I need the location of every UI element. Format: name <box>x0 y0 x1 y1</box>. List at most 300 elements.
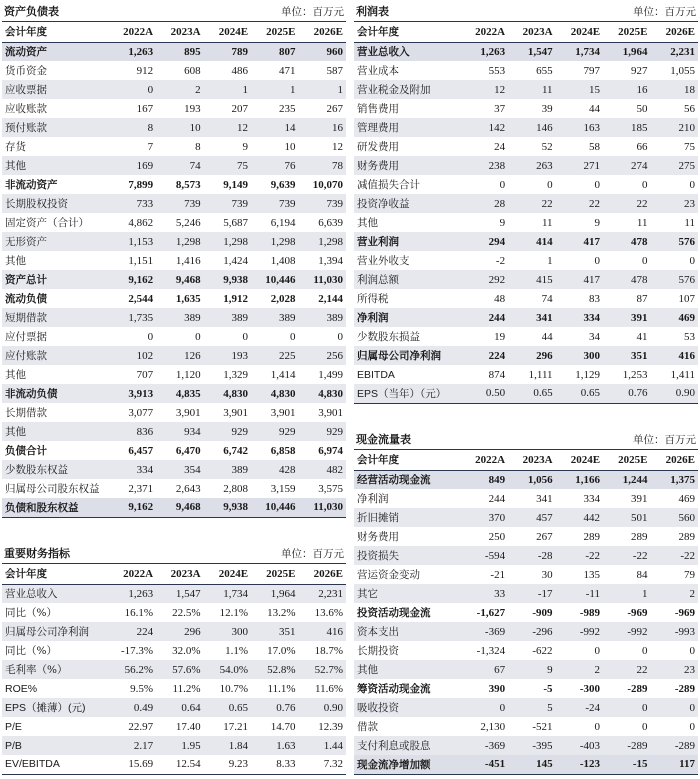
cell-value: 76 <box>251 156 298 175</box>
row-label: 营业总收入 <box>2 584 109 603</box>
cell-value: 167 <box>136 102 154 115</box>
cell-value: 8.33 <box>251 755 298 774</box>
cell-value: 11 <box>508 80 555 99</box>
cell-value: 66 <box>636 140 648 153</box>
cell-value: 225 <box>251 346 298 365</box>
table-row <box>2 584 346 603</box>
income-statement-unit: 单位：百万元 <box>633 6 696 18</box>
row-label: 货币资金 <box>5 65 47 77</box>
table-row <box>2 365 346 384</box>
cell-value: 17.0% <box>267 644 296 657</box>
cell-value: -28 <box>508 546 555 565</box>
cell-value: 5,687 <box>223 216 249 229</box>
row-label: 投资活动现金流 <box>357 607 431 619</box>
cell-value: -17.3% <box>121 644 154 657</box>
cell-value: 11,030 <box>299 270 347 289</box>
cell-value: 193 <box>184 102 201 115</box>
cell-value: 1.1% <box>225 644 249 657</box>
cell-value: 2 <box>556 660 603 679</box>
cell-value: 486 <box>231 64 249 77</box>
cell-value: 560 <box>651 508 699 527</box>
cell-value: 1,263 <box>109 42 156 61</box>
column-header-year: 2025E <box>251 22 298 42</box>
cell-value: 0 <box>594 178 601 191</box>
cell-value: 0 <box>147 330 154 343</box>
cell-value: 163 <box>556 118 603 137</box>
cell-value: 8,573 <box>175 178 201 191</box>
income-statement-panel <box>354 2 698 404</box>
cell-value: 354 <box>156 460 203 479</box>
table-row <box>354 565 698 584</box>
table-row <box>2 289 346 308</box>
cell-value: 1,547 <box>156 584 203 603</box>
cell-value: 210 <box>651 118 699 137</box>
cell-value: 207 <box>231 102 249 115</box>
cell-value: 142 <box>461 118 508 137</box>
table-row <box>2 118 346 137</box>
cell-value: 0.90 <box>651 384 699 403</box>
cell-value: 256 <box>299 346 347 365</box>
cell-value: 44 <box>541 330 553 343</box>
row-label: 投资净收益 <box>354 194 461 213</box>
income-statement-table <box>354 22 698 404</box>
cell-value: 7 <box>147 140 154 153</box>
cell-value: 9 <box>508 660 555 679</box>
table-row <box>354 137 698 156</box>
column-header-year: 2024E <box>556 450 603 470</box>
row-label: 所得税 <box>357 293 389 305</box>
table-row <box>354 508 698 527</box>
cell-value: 4,862 <box>128 216 154 229</box>
cell-value: 145 <box>508 755 555 774</box>
income-statement-title: 利润表 <box>356 5 389 18</box>
table-row <box>354 42 698 61</box>
row-label: 吸收投资 <box>354 698 461 717</box>
cell-value: 22 <box>603 660 650 679</box>
cell-value: 0.65 <box>556 384 603 403</box>
cell-value: -369 <box>461 736 508 755</box>
row-label: 少数股东损益 <box>357 331 420 343</box>
cell-value: 294 <box>461 232 508 251</box>
cell-value: 12.39 <box>318 720 343 733</box>
cell-value: 0 <box>337 330 343 343</box>
row-label: 营业成本 <box>357 65 399 77</box>
table-row <box>2 327 346 346</box>
cell-value: 929 <box>251 422 298 441</box>
table-row <box>354 270 698 289</box>
cell-value: 3,159 <box>270 482 296 495</box>
cell-value: -289 <box>651 736 699 755</box>
cell-value: 22 <box>508 194 555 213</box>
cell-value: 457 <box>508 508 555 527</box>
cell-value: 0 <box>642 178 648 191</box>
cell-value: -909 <box>532 606 553 619</box>
cell-value: 1,298 <box>156 232 203 251</box>
cell-value: 3,901 <box>175 406 201 419</box>
cell-value: 8 <box>109 118 156 137</box>
table-row <box>354 118 698 137</box>
row-label: 同比（%） <box>5 607 57 619</box>
table-row <box>2 422 346 441</box>
cell-value: 289 <box>583 530 601 543</box>
cell-value: 739 <box>204 194 251 213</box>
cell-value: 1,129 <box>575 368 601 381</box>
cell-value: 389 <box>156 308 203 327</box>
cell-value: 1,153 <box>109 232 156 251</box>
cell-value: -969 <box>674 606 695 619</box>
cell-value: 370 <box>461 508 508 527</box>
row-label: 财务费用 <box>354 156 461 175</box>
cell-value: 44 <box>589 102 601 115</box>
cell-value: -22 <box>651 546 699 565</box>
cell-value: 1,734 <box>556 42 603 61</box>
balance-sheet-title-bar <box>2 2 346 22</box>
cell-value: 244 <box>488 492 506 505</box>
table-row <box>354 489 698 508</box>
cell-value: 2,144 <box>318 292 343 305</box>
cell-value: 296 <box>156 622 203 641</box>
cell-value: 5,246 <box>175 216 201 229</box>
row-label: 减值损失合计 <box>357 179 420 191</box>
table-row <box>354 365 698 384</box>
income-statement-title-bar <box>354 2 698 22</box>
balance-sheet-title: 资产负债表 <box>4 5 59 18</box>
key-ratios-title-bar <box>2 544 346 564</box>
table-row <box>354 194 698 213</box>
column-header-year: 2023A <box>156 22 203 42</box>
cell-value: 1.84 <box>204 736 251 755</box>
table-row <box>354 470 698 489</box>
cell-value: 52 <box>541 140 553 153</box>
cell-value: -22 <box>556 546 603 565</box>
cell-value: 56.2% <box>109 660 156 679</box>
row-label: 应收票据 <box>2 80 109 99</box>
cell-value: 15 <box>556 80 603 99</box>
table-row <box>354 289 698 308</box>
cell-value: 0 <box>689 644 695 657</box>
cell-value: 389 <box>299 308 347 327</box>
cell-value: 341 <box>536 492 553 505</box>
table-row <box>354 698 698 717</box>
row-label: 资产总计 <box>2 270 109 289</box>
table-row <box>2 175 346 194</box>
cell-value: 0 <box>642 254 648 267</box>
row-label: 负债合计 <box>5 445 47 457</box>
cell-value: 0 <box>195 330 201 343</box>
cell-value: 469 <box>678 492 695 505</box>
row-label: 净利润 <box>354 308 461 327</box>
cell-value: -289 <box>627 682 648 695</box>
cell-value: 24 <box>494 140 506 153</box>
cell-value: 12 <box>204 118 251 137</box>
row-label: 应付票据 <box>5 331 47 343</box>
column-header-year: 2022A <box>109 564 156 584</box>
cell-value: 9,149 <box>223 178 249 191</box>
cell-value: 10.7% <box>219 682 249 695</box>
row-label: 无形资产 <box>2 232 109 251</box>
cell-value: 135 <box>583 568 601 581</box>
row-label: 其它 <box>354 584 461 603</box>
cell-value: 52.7% <box>299 660 347 679</box>
row-label: 应付账款 <box>2 346 109 365</box>
cell-value: 11.6% <box>314 682 343 695</box>
cell-value: 334 <box>583 492 601 505</box>
cell-value: 3,901 <box>270 406 296 419</box>
table-row <box>354 61 698 80</box>
cell-value: 16 <box>299 118 347 137</box>
table-row <box>354 99 698 118</box>
row-label: 经营活动现金流 <box>354 470 461 489</box>
cell-value: 1,635 <box>175 292 201 305</box>
cell-value: 0 <box>642 720 648 733</box>
cell-value: 78 <box>299 156 347 175</box>
cell-value: -369 <box>461 622 508 641</box>
cell-value: 389 <box>204 308 251 327</box>
cell-value: 10 <box>284 140 296 153</box>
cell-value: 275 <box>651 156 699 175</box>
row-label: 长期股权投资 <box>2 194 109 213</box>
table-row <box>354 736 698 755</box>
cell-value: 56 <box>684 102 695 115</box>
cell-value: 32.0% <box>172 644 201 657</box>
cell-value: 4,835 <box>156 384 203 403</box>
cell-value: 6,858 <box>270 444 296 457</box>
cell-value: 7,899 <box>128 178 154 191</box>
row-label: 其他 <box>2 156 109 175</box>
cell-value: 12 <box>461 80 508 99</box>
cell-value: 1.63 <box>251 736 298 755</box>
column-header-label: 会计年度 <box>2 22 109 42</box>
cell-value: -296 <box>508 622 555 641</box>
cash-flow-panel <box>354 430 698 775</box>
cell-value: 1,408 <box>270 254 296 267</box>
cell-value: 0.76 <box>603 384 650 403</box>
cell-value: 789 <box>204 42 251 61</box>
cell-value: 289 <box>631 530 648 543</box>
cell-value: 17.40 <box>175 720 201 733</box>
balance-sheet-unit: 单位：百万元 <box>281 6 344 18</box>
cell-value: 6,639 <box>318 216 343 229</box>
cell-value: 75 <box>684 140 695 153</box>
cell-value: 0.49 <box>109 698 156 717</box>
cell-value: 58 <box>589 140 601 153</box>
cell-value: 2,231 <box>651 42 699 61</box>
cell-value: 836 <box>109 422 156 441</box>
column-header-year: 2026E <box>651 22 699 42</box>
cell-value: 14.70 <box>270 720 296 733</box>
cell-value: 415 <box>508 270 555 289</box>
cell-value: 1,964 <box>603 42 650 61</box>
cell-value: 9,162 <box>109 498 156 517</box>
table-header-row <box>2 22 346 42</box>
cell-value: 0 <box>594 254 601 267</box>
cell-value: 10,446 <box>251 498 298 517</box>
cell-value: 1,056 <box>508 470 555 489</box>
cell-value: 929 <box>204 422 251 441</box>
cell-value: -622 <box>532 644 553 657</box>
cell-value: 0 <box>642 644 648 657</box>
cell-value: 22.97 <box>128 720 154 733</box>
column-header-label: 会计年度 <box>354 22 461 42</box>
cell-value: 0.90 <box>299 698 347 717</box>
cell-value: -15 <box>603 755 650 774</box>
cell-value: 334 <box>109 460 156 479</box>
row-label: 非流动负债 <box>2 384 109 403</box>
row-label: 流动资产 <box>2 42 109 61</box>
cell-value: 84 <box>636 568 648 581</box>
cell-value: 2,130 <box>480 720 506 733</box>
cell-value: 1,912 <box>223 292 249 305</box>
cell-value: -1,324 <box>476 644 506 657</box>
cell-value: 39 <box>541 102 553 115</box>
row-label: 筹资活动现金流 <box>357 683 431 695</box>
cell-value: -17 <box>508 584 555 603</box>
cell-value: -521 <box>532 720 553 733</box>
table-row <box>354 584 698 603</box>
cell-value: 1,055 <box>670 64 695 77</box>
cell-value: 0 <box>689 254 695 267</box>
cell-value: 1,263 <box>109 584 156 603</box>
cell-value: 1,734 <box>204 584 251 603</box>
cell-value: 54.0% <box>204 660 251 679</box>
column-header-year: 2023A <box>508 22 555 42</box>
cell-value: -1,627 <box>476 606 506 619</box>
cell-value: 334 <box>556 308 603 327</box>
table-row <box>354 527 698 546</box>
cell-value: 3,077 <box>128 406 154 419</box>
cell-value: 9,938 <box>204 270 251 289</box>
column-header-year: 2024E <box>556 22 603 42</box>
cell-value: 934 <box>156 422 203 441</box>
key-ratios-table <box>2 564 346 775</box>
cell-value: 3,575 <box>318 482 343 495</box>
table-row <box>2 270 346 289</box>
cell-value: 193 <box>204 346 251 365</box>
table-row <box>354 346 698 365</box>
cell-value: 2,643 <box>175 482 201 495</box>
cell-value: 3,901 <box>318 406 343 419</box>
row-label: 其他 <box>2 422 109 441</box>
cell-value: 389 <box>204 460 251 479</box>
cell-value: 238 <box>461 156 508 175</box>
cell-value: 1,414 <box>270 368 296 381</box>
cell-value: 960 <box>299 42 347 61</box>
cell-value: 107 <box>678 292 695 305</box>
column-header-year: 2025E <box>603 22 650 42</box>
cell-value: 797 <box>583 64 601 77</box>
cell-value: 0 <box>461 698 508 717</box>
table-row <box>2 384 346 403</box>
cell-value: 608 <box>184 64 201 77</box>
cell-value: 391 <box>631 492 648 505</box>
cell-value: -969 <box>627 606 648 619</box>
cell-value: 30 <box>541 568 553 581</box>
cell-value: 11,030 <box>299 498 347 517</box>
row-label: 长期借款 <box>5 407 47 419</box>
cell-value: 1.44 <box>299 736 347 755</box>
cell-value: 41 <box>636 330 648 343</box>
cell-value: 1,375 <box>651 470 699 489</box>
table-row <box>354 603 698 622</box>
cell-value: 87 <box>636 292 648 305</box>
cell-value: -24 <box>556 698 603 717</box>
cell-value: 929 <box>299 422 347 441</box>
cell-value: 0.65 <box>508 384 555 403</box>
row-label: 研发费用 <box>357 141 399 153</box>
column-header-year: 2026E <box>299 22 347 42</box>
cell-value: 117 <box>651 755 699 774</box>
row-label: 营运资金变动 <box>357 569 420 581</box>
cell-value: 2,544 <box>128 292 154 305</box>
cell-value: 9.5% <box>130 682 154 695</box>
cell-value: 501 <box>603 508 650 527</box>
row-label: 负债和股东权益 <box>2 498 109 517</box>
cell-value: -993 <box>651 622 699 641</box>
cell-value: 3,901 <box>223 406 249 419</box>
row-label: 同比（%） <box>5 645 57 657</box>
cell-value: -992 <box>556 622 603 641</box>
cell-value: 19 <box>494 330 506 343</box>
table-row <box>2 622 346 641</box>
row-label: EPS（当年）（元） <box>354 384 461 403</box>
row-label: 净利润 <box>357 493 389 505</box>
cell-value: 4,830 <box>251 384 298 403</box>
column-header-year: 2023A <box>508 450 555 470</box>
cell-value: 414 <box>508 232 555 251</box>
cell-value: 11 <box>541 216 553 229</box>
cell-value: 296 <box>508 346 555 365</box>
table-row <box>354 213 698 232</box>
row-label: EBITDA <box>357 368 395 381</box>
cell-value: 3,913 <box>109 384 156 403</box>
cell-value: 1 <box>547 254 553 267</box>
column-header-year: 2023A <box>156 564 203 584</box>
table-row <box>2 403 346 422</box>
row-label: 财务费用 <box>357 531 399 543</box>
table-header-row <box>354 22 698 42</box>
cell-value: 0 <box>689 720 695 733</box>
row-label: 营业总收入 <box>354 42 461 61</box>
cell-value: 0 <box>603 698 650 717</box>
cell-value: 146 <box>508 118 555 137</box>
row-label: 归属母公司股东权益 <box>5 483 100 495</box>
table-row <box>354 641 698 660</box>
row-label: 其他 <box>5 255 26 267</box>
column-header-year: 2026E <box>299 564 347 584</box>
cell-value: 289 <box>678 530 695 543</box>
row-label: 预付账款 <box>2 118 109 137</box>
cell-value: 10,070 <box>312 178 343 191</box>
cell-value: 1,120 <box>175 368 201 381</box>
cell-value: 292 <box>461 270 508 289</box>
cell-value: -2 <box>495 254 506 267</box>
table-row <box>2 460 346 479</box>
cell-value: -289 <box>674 682 695 695</box>
table-row <box>2 736 346 755</box>
cell-value: 442 <box>556 508 603 527</box>
cell-value: 126 <box>156 346 203 365</box>
table-row <box>354 308 698 327</box>
table-row <box>2 679 346 698</box>
row-label: P/B <box>2 736 109 755</box>
row-label: 少数股东权益 <box>2 460 109 479</box>
key-ratios-panel <box>2 544 346 775</box>
row-label: 归属母公司净利润 <box>2 622 109 641</box>
row-label: 归属母公司净利润 <box>354 346 461 365</box>
cell-value: 2 <box>156 80 203 99</box>
table-row <box>2 603 346 622</box>
row-label: 流动负债 <box>5 293 47 305</box>
